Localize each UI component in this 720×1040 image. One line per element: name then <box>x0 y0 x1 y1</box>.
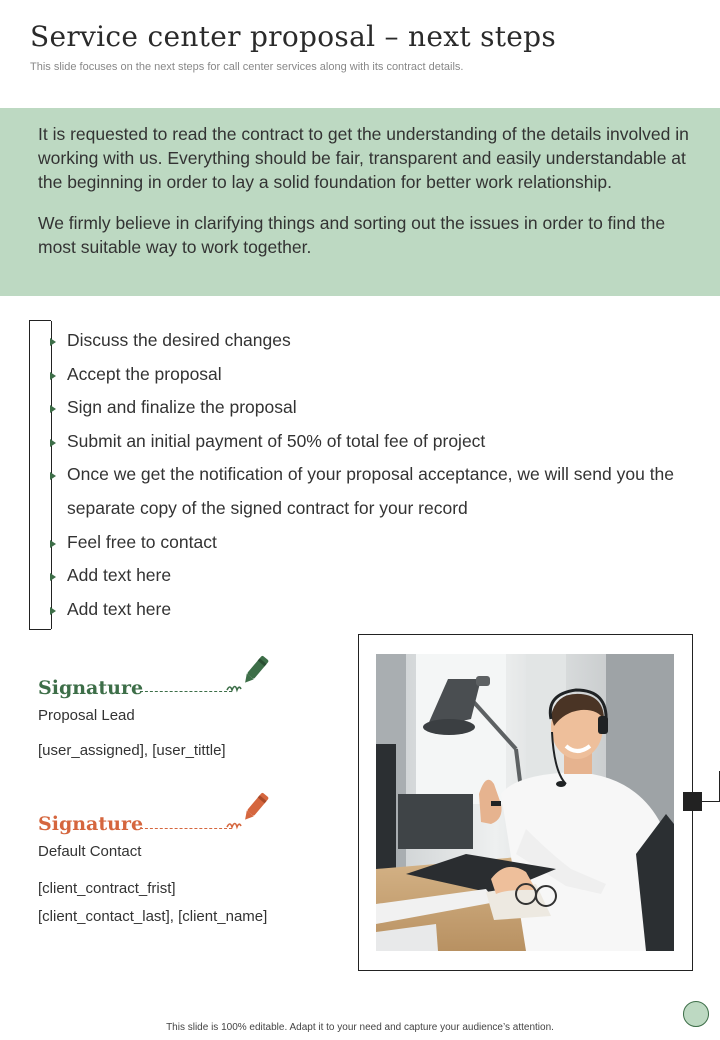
pen-icon <box>225 789 273 833</box>
arrow-bullet-icon <box>50 405 56 413</box>
step-text: Submit an initial payment of 50% of total fee of project <box>67 430 486 451</box>
step-text: Sign and finalize the proposal <box>67 397 297 418</box>
arrow-bullet-icon <box>50 573 56 581</box>
list-item <box>50 526 700 560</box>
step-text: Once we get the notification of your proposal acceptance, we will send you the separate copy of the signed contract for your record <box>67 464 675 518</box>
arrow-bullet-icon <box>50 607 56 615</box>
intro-panel <box>0 108 720 296</box>
connector-square <box>683 792 702 811</box>
arrow-bullet-icon <box>50 472 56 480</box>
step-text: Discuss the desired changes <box>67 330 291 350</box>
step-text: Add text here <box>67 598 172 619</box>
signature-role: Proposal Lead <box>38 707 135 724</box>
page-marker-circle <box>683 1001 709 1027</box>
step-text: Add text here <box>67 565 172 586</box>
signature-line <box>140 828 232 829</box>
list-item <box>50 324 700 358</box>
signature-line <box>140 691 232 692</box>
intro-paragraph: It is requested to read the contract to get the understanding of the details involved in working with us. Everything should be fair, transparent and easily understandable at the beginning in order to lay a solid foundation for better work relationship. <box>38 124 689 192</box>
arrow-bullet-icon <box>50 540 56 548</box>
list-item <box>50 391 700 425</box>
signature-heading: Signature <box>38 813 144 835</box>
intro-paragraph: We firmly believe in clarifying things and sorting out the issues in order to find the most suitable way to work together. <box>38 213 666 257</box>
list-item <box>50 559 700 593</box>
next-steps-list <box>50 324 700 626</box>
arrow-bullet-icon <box>50 372 56 380</box>
signature-field: [client_contract_frist] <box>38 880 176 897</box>
list-item <box>50 458 700 525</box>
signature-heading: Signature <box>38 677 144 699</box>
signature-field: [client_contact_last], [client_name] <box>38 908 268 925</box>
arrow-bullet-icon <box>50 338 56 346</box>
photo-frame <box>358 634 693 971</box>
steps-bracket <box>29 320 51 630</box>
step-text: Accept the proposal <box>67 363 222 384</box>
footer-note: This slide is 100% editable. Adapt it to your need and capture your audience’s attention. <box>166 1022 554 1033</box>
signature-field: [user_assigned], [user_tittle] <box>38 742 226 759</box>
list-item <box>50 593 700 627</box>
page-subtitle: This slide focuses on the next steps for call center services along with its contract details. <box>30 61 464 73</box>
step-text: Feel free to contact <box>67 531 217 552</box>
arrow-bullet-icon <box>50 439 56 447</box>
signature-role: Default Contact <box>38 843 142 860</box>
list-item <box>50 425 700 459</box>
page-title: Service center proposal – next steps <box>30 20 557 53</box>
list-item <box>50 358 700 392</box>
call-center-agent-photo <box>376 654 674 951</box>
pen-icon <box>225 652 273 696</box>
